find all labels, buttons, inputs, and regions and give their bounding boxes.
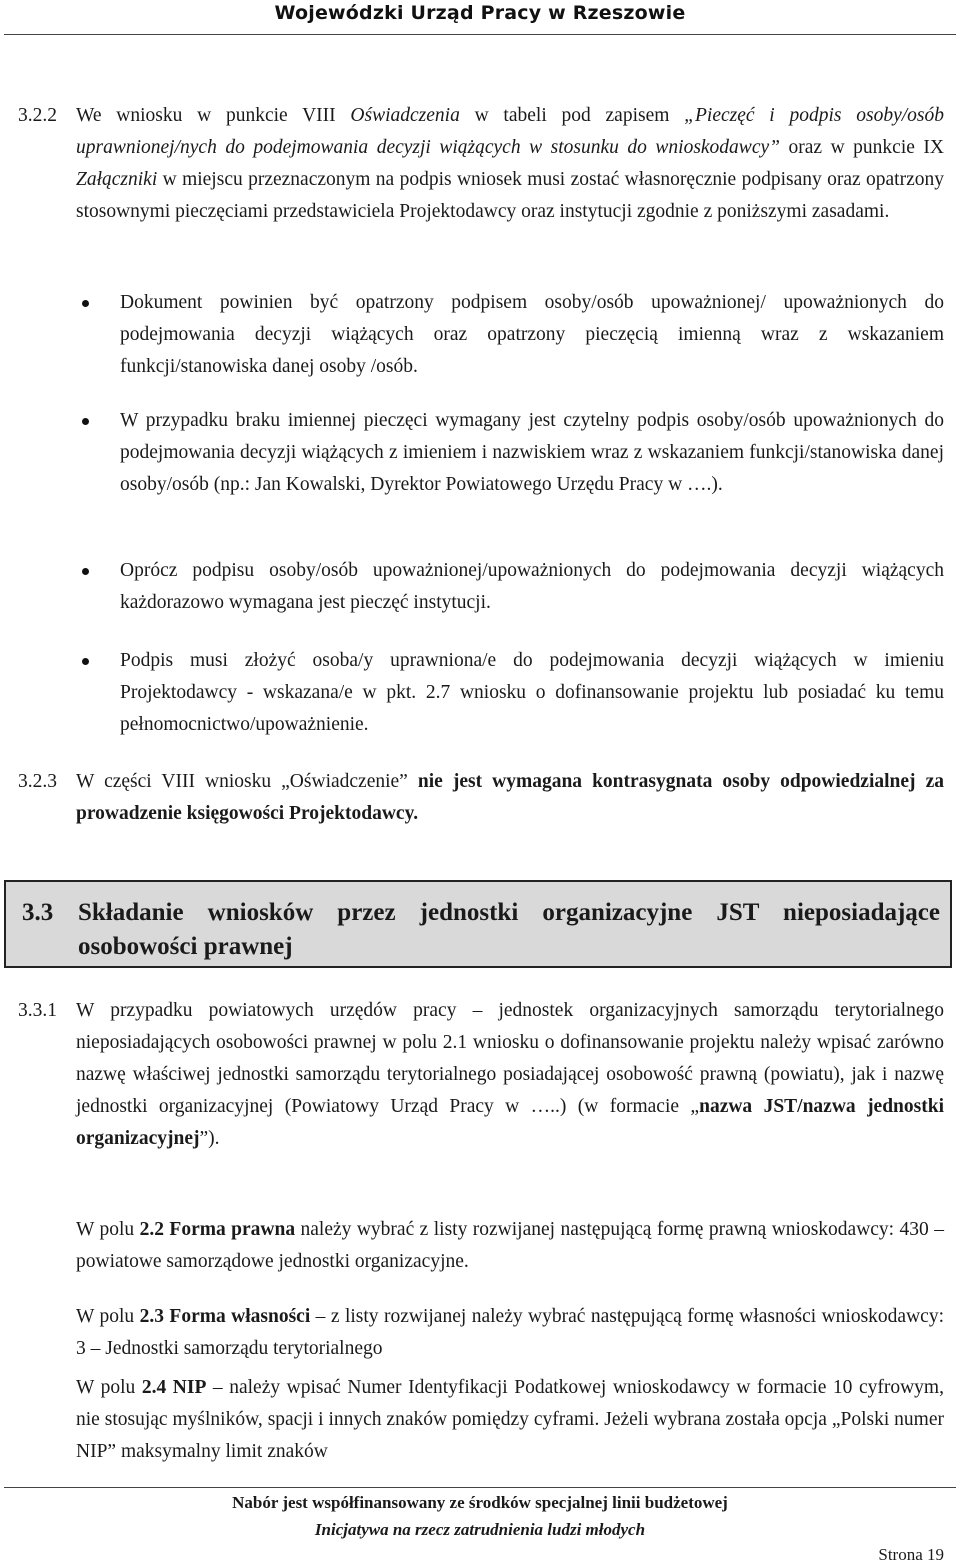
list-item: Dokument powinien być opatrzony podpisem osoby/osób upoważnionej/ upoważnionych do podejmowania decyzji wiążących oraz opatrzony pieczęcią imienną wraz z wskazaniem funkcji/stanowiska danej osoby /osób. <box>120 287 944 383</box>
header-divider <box>4 34 956 35</box>
paragraph-field-2-2: W polu 2.2 Forma prawna należy wybrać z listy rozwijanej następującą formę prawną wnioskodawcy: 430 – powiatowe samorządowe jednostki organizacyjne. <box>76 1219 944 1272</box>
bullet-icon <box>82 658 89 665</box>
section-title: Składanie wniosków przez jednostki organizacyjne JST nieposiadające osobowości prawnej <box>78 899 940 960</box>
paragraph-3-2-2: 3.2.2 We wniosku w punkcie VIII Oświadczenia w tabeli pod zapisem „Pieczęć i podpis osoby/osób uprawnionej/nych do podejmowania decyzji wiążących w stosunku do wnioskodawcy” oraz w punkcie IX Załączniki w miejscu przeznaczonym na podpis wniosek musi zostać własnoręcznie podpisany oraz opatrzony stosownymi pieczęciami przedstawiciela Projektodawcy oraz instytucji zgodnie z poniższymi zasadami. <box>76 100 944 228</box>
list-item: Podpis musi złożyć osoba/y uprawniona/e do podejmowania decyzji wiążących w imieniu Projektodawcy - wskazana/e w pkt. 2.7 wniosku o dofinansowanie projektu lub posiadać ku temu pełnomocnictwo/upoważnienie. <box>120 645 944 741</box>
paragraph-number: 3.2.3 <box>18 771 57 792</box>
footer-initiative-note: Inicjatywa na rzecz zatrudnienia ludzi młodych <box>314 1520 646 1539</box>
footer-divider <box>4 1487 956 1488</box>
paragraph-3-2-3: 3.2.3 W części VIII wniosku „Oświadczenie” nie jest wymagana kontrasygnata osoby odpowiedzialnej za prowadzenie księgowości Projektodawcy. <box>76 766 944 830</box>
paragraph-number: 3.3.1 <box>18 1000 57 1021</box>
section-heading-box <box>4 880 952 968</box>
bullet-icon <box>82 568 89 575</box>
page-number: Strona 19 <box>878 1545 944 1564</box>
footer-funding-note: Nabór jest współfinansowany ze środków specjalnej linii budżetowej <box>232 1493 728 1512</box>
header-title: Wojewódzki Urząd Pracy w Rzeszowie <box>274 2 686 24</box>
paragraph-field-2-3: W polu 2.3 Forma własności – z listy rozwijanej należy wybrać następującą formę własności wnioskodawcy: 3 – Jednostki samorządu terytorialnego <box>76 1306 944 1359</box>
page-header <box>0 0 960 46</box>
section-number: 3.3 <box>22 899 54 926</box>
list-item: Oprócz podpisu osoby/osób upoważnionej/upoważnionych do podejmowania decyzji wiążących każdorazowo wymagana jest pieczęć instytucji. <box>120 555 944 619</box>
paragraph-field-2-4: W polu 2.4 NIP – należy wpisać Numer Identyfikacji Podatkowej wnioskodawcy w formacie 10 cyfrowym, nie stosując myślników, spacji i innych znaków pomiędzy cyframi. Jeżeli wybrana została opcja „Polski numer NIP” maksymalny limit znaków <box>76 1377 944 1462</box>
paragraph-number: 3.2.2 <box>18 105 57 126</box>
list-item: W przypadku braku imiennej pieczęci wymagany jest czytelny podpis osoby/osób upoważnionych do podejmowania decyzji wiążących z imieniem i nazwiskiem wraz z wskazaniem funkcji/stanowiska danej osoby/osób (np.: Jan Kowalski, Dyrektor Powiatowego Urzędu Pracy w ….). <box>120 405 944 501</box>
paragraph-3-3-1: 3.3.1 W przypadku powiatowych urzędów pracy – jednostek organizacyjnych samorządu terytorialnego nieposiadających osobowości prawnej w polu 2.1 wniosku o dofinansowanie projektu należy wpisać zarówno nazwę właściwej jednostki samorządu terytorialnego posiadającej osobowość prawną (powiatu), jak i nazwę jednostki organizacyjnej (Powiatowy Urząd Pracy w …..) (w formacie „nazwa JST/nazwa jednostki organizacyjnej”). <box>76 995 944 1155</box>
bullet-icon <box>82 418 89 425</box>
bullet-icon <box>82 300 89 307</box>
